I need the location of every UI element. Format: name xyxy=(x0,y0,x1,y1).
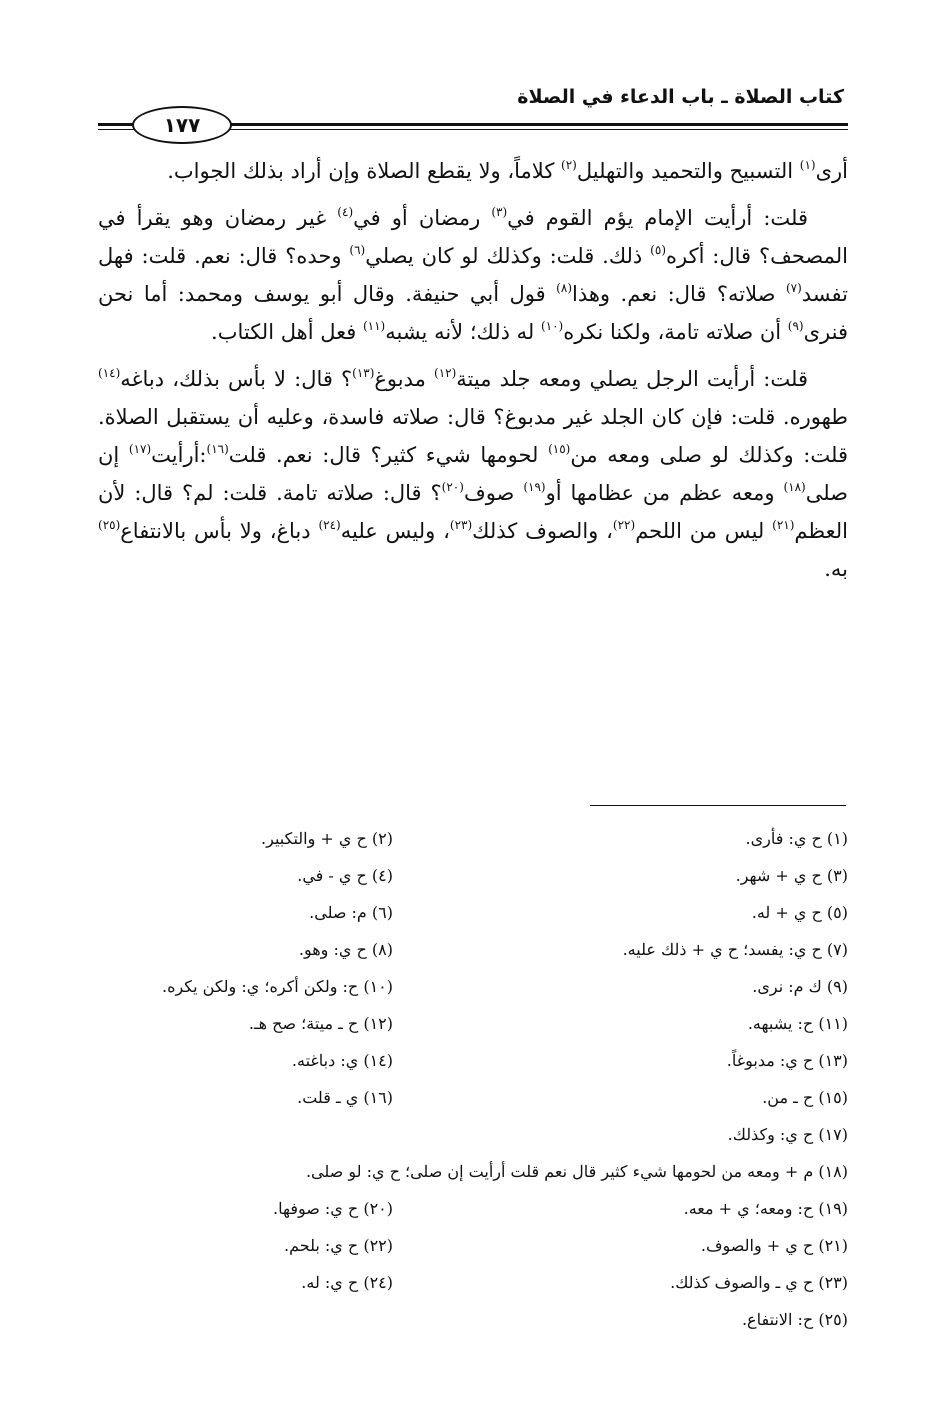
footnote-marker: (٢٠) xyxy=(441,480,464,494)
footnote: (٧) ح ي: يفسد؛ ح ي + ذلك عليه. xyxy=(622,940,848,959)
paragraph-text: :أرأيت xyxy=(151,443,207,467)
footnote-marker: (٢١) xyxy=(772,518,795,532)
footnote-row xyxy=(98,968,848,1005)
paragraph-text: غير رمضان وهو يقرأ في المصحف؟ قال: أكره xyxy=(98,206,848,268)
footnote-marker: (١٧) xyxy=(128,442,152,456)
paragraph-text: لحومها شيء كثير؟ قال: نعم. قلت xyxy=(228,443,549,467)
paragraph-text: صوف xyxy=(463,481,524,505)
footnote: (٨) ح ي: وهو. xyxy=(298,940,393,959)
paragraph-text: طهوره. قلت: فإن كان الجلد غير مدبوغ؟ قال: صلاته فاسدة، وعليه أن يستقبل الصلاة. قلت: وكذلك لو صلى ومعه من xyxy=(98,405,848,467)
footnote: (١) ح ي: فأرى. xyxy=(745,829,848,848)
footnote: (١٥) ح ـ من. xyxy=(762,1088,848,1107)
footnote-row xyxy=(98,1079,848,1116)
footnote-marker: (٨) xyxy=(556,281,572,295)
footnote-row xyxy=(98,1042,848,1079)
footnote-marker: (٣) xyxy=(491,205,508,219)
paragraph-text: له ذلك؛ لأنه يشبه xyxy=(385,320,541,344)
footnote-marker: (١٦) xyxy=(206,442,229,456)
running-header-title: كتاب الصلاة ـ باب الدعاء في الصلاة xyxy=(517,86,844,108)
footnote: (١٩) ح: ومعه؛ ي + معه. xyxy=(683,1199,848,1218)
paragraph-text: قلت: أرأيت الرجل يصلي ومعه جلد ميتة xyxy=(456,367,808,391)
footnote: (١٧) ح ي: وكذلك. xyxy=(727,1125,848,1144)
footnote-marker: (١٥) xyxy=(548,442,571,456)
footnote-marker: (٢٣) xyxy=(449,518,473,532)
footnote-marker: (٥) xyxy=(650,243,666,257)
paragraph-3 xyxy=(98,360,848,588)
footnote-marker: (٢) xyxy=(561,158,577,172)
paragraph-text: ، والصوف كذلك xyxy=(472,519,613,543)
footnote: (٤) ح ي - في. xyxy=(297,866,393,885)
paragraph-text: ذلك. قلت: وكذلك لو كان يصلي xyxy=(365,244,651,268)
footnote: (٢) ح ي + والتكبير. xyxy=(261,829,393,848)
paragraph-1 xyxy=(98,152,848,190)
footnote-row xyxy=(98,1264,848,1301)
paragraph-text: قلت: أرأيت الإمام يؤم القوم في xyxy=(507,206,808,230)
footnote-marker: (١٠) xyxy=(540,319,564,333)
footnote: (٢٢) ح ي: بلحم. xyxy=(284,1236,393,1255)
footnote: (١٠) ح: ولكن أكره؛ ي: ولكن يكره. xyxy=(161,977,393,996)
footnote: (١٤) ي: دباغته. xyxy=(291,1051,393,1070)
paragraph-text: رمضان أو في xyxy=(353,206,492,230)
footnote: (١٦) ي ـ قلت. xyxy=(297,1088,393,1107)
footnote-marker: (١٣) xyxy=(352,366,375,380)
footnote: (٦) م: صلى. xyxy=(309,903,393,922)
footnote: (٥) ح ي + له. xyxy=(751,903,848,922)
paragraph-text: صلاته؟ قال: نعم. وهذا xyxy=(572,282,786,306)
paragraph-text: إن صلى xyxy=(98,443,848,505)
main-text xyxy=(98,152,848,597)
footnote-row xyxy=(98,857,848,894)
footnote-marker: (١٩) xyxy=(523,480,546,494)
paragraph-text: ، وليس عليه xyxy=(340,519,450,543)
paragraph-text: وحده؟ قال: نعم. قلت: فهل تفسد xyxy=(98,244,848,306)
footnote-row xyxy=(98,931,848,968)
footnote-marker: (٦) xyxy=(349,243,366,257)
paragraph-text: ومعه عظم من عظامها أو xyxy=(545,481,784,505)
footnote-separator xyxy=(590,805,846,806)
paragraph-2 xyxy=(98,199,848,351)
paragraph-text: مدبوغ xyxy=(374,367,435,391)
footnote: (٢٠) ح ي: صوفها. xyxy=(272,1199,393,1218)
footnote: (٢٤) ح ي: له. xyxy=(301,1273,393,1292)
paragraph-text: فعل أهل الكتاب. xyxy=(211,320,363,344)
paragraph-text: قول أبي حنيفة. وقال أبو يوسف ومحمد: أما نحن فنرى xyxy=(98,282,848,344)
footnote-row xyxy=(98,1227,848,1264)
paragraph-text: التسبيح والتحميد والتهليل xyxy=(576,159,800,183)
paragraph-text: أرى xyxy=(815,159,848,183)
footnote-marker: (٢٢) xyxy=(612,518,636,532)
footnote: (٢١) ح ي + والصوف. xyxy=(700,1236,848,1255)
footnote-marker: (٤) xyxy=(337,205,354,219)
paragraph-text: ليس من اللحم xyxy=(635,519,773,543)
footnote-marker: (٢٥) xyxy=(98,518,121,532)
footnote: (٢٣) ح ي ـ والصوف كذلك. xyxy=(670,1273,848,1292)
page-number: ١٧٧ xyxy=(132,106,232,144)
paragraph-text: كلاماً، ولا يقطع الصلاة وإن أراد بذلك الجواب. xyxy=(167,159,561,183)
footnote-marker: (٢٤) xyxy=(318,518,341,532)
paragraph-text: دباغ، ولا بأس بالانتفاع xyxy=(120,519,319,543)
footnote-marker: (١٤) xyxy=(98,366,121,380)
paragraph-text: به. xyxy=(824,557,848,581)
footnotes xyxy=(98,820,848,1338)
footnote: (١٢) ح ـ ميتة؛ صح هـ. xyxy=(248,1014,393,1033)
footnote-marker: (١٢) xyxy=(434,366,457,380)
footnote: (١١) ح: يشبهه. xyxy=(747,1014,848,1033)
footnote-marker: (٧) xyxy=(785,281,802,295)
footnote: (٣) ح ي + شهر. xyxy=(735,866,848,885)
paragraph-text: أن صلاته تامة، ولكنا نكره xyxy=(563,320,788,344)
footnote: (٢٥) ح: الانتفاع. xyxy=(741,1310,848,1329)
paragraph-text: ؟ قال: صلاته تامة. قلت: لم؟ قال: لأن العظم xyxy=(98,481,848,543)
footnote-marker: (١١) xyxy=(362,319,386,333)
footnote-marker: (١) xyxy=(799,158,816,172)
footnote-row xyxy=(98,1005,848,1042)
footnote-marker: (١٨) xyxy=(783,480,806,494)
footnote-row xyxy=(98,820,848,857)
paragraph-text: ؟ قال: لا بأس بذلك، دباغه xyxy=(120,367,353,391)
footnote-row xyxy=(98,894,848,931)
footnote-marker: (٩) xyxy=(787,319,804,333)
footnote: (٩) ك م: نرى. xyxy=(752,977,848,996)
footnote: (١٨) م + ومعه من لحومها شيء كثير قال نعم قلت أرأيت إن صلى؛ ح ي: لو صلى. xyxy=(305,1162,848,1181)
footnote-row xyxy=(98,1190,848,1227)
footnote: (١٣) ح ي: مدبوغاً. xyxy=(726,1051,848,1070)
